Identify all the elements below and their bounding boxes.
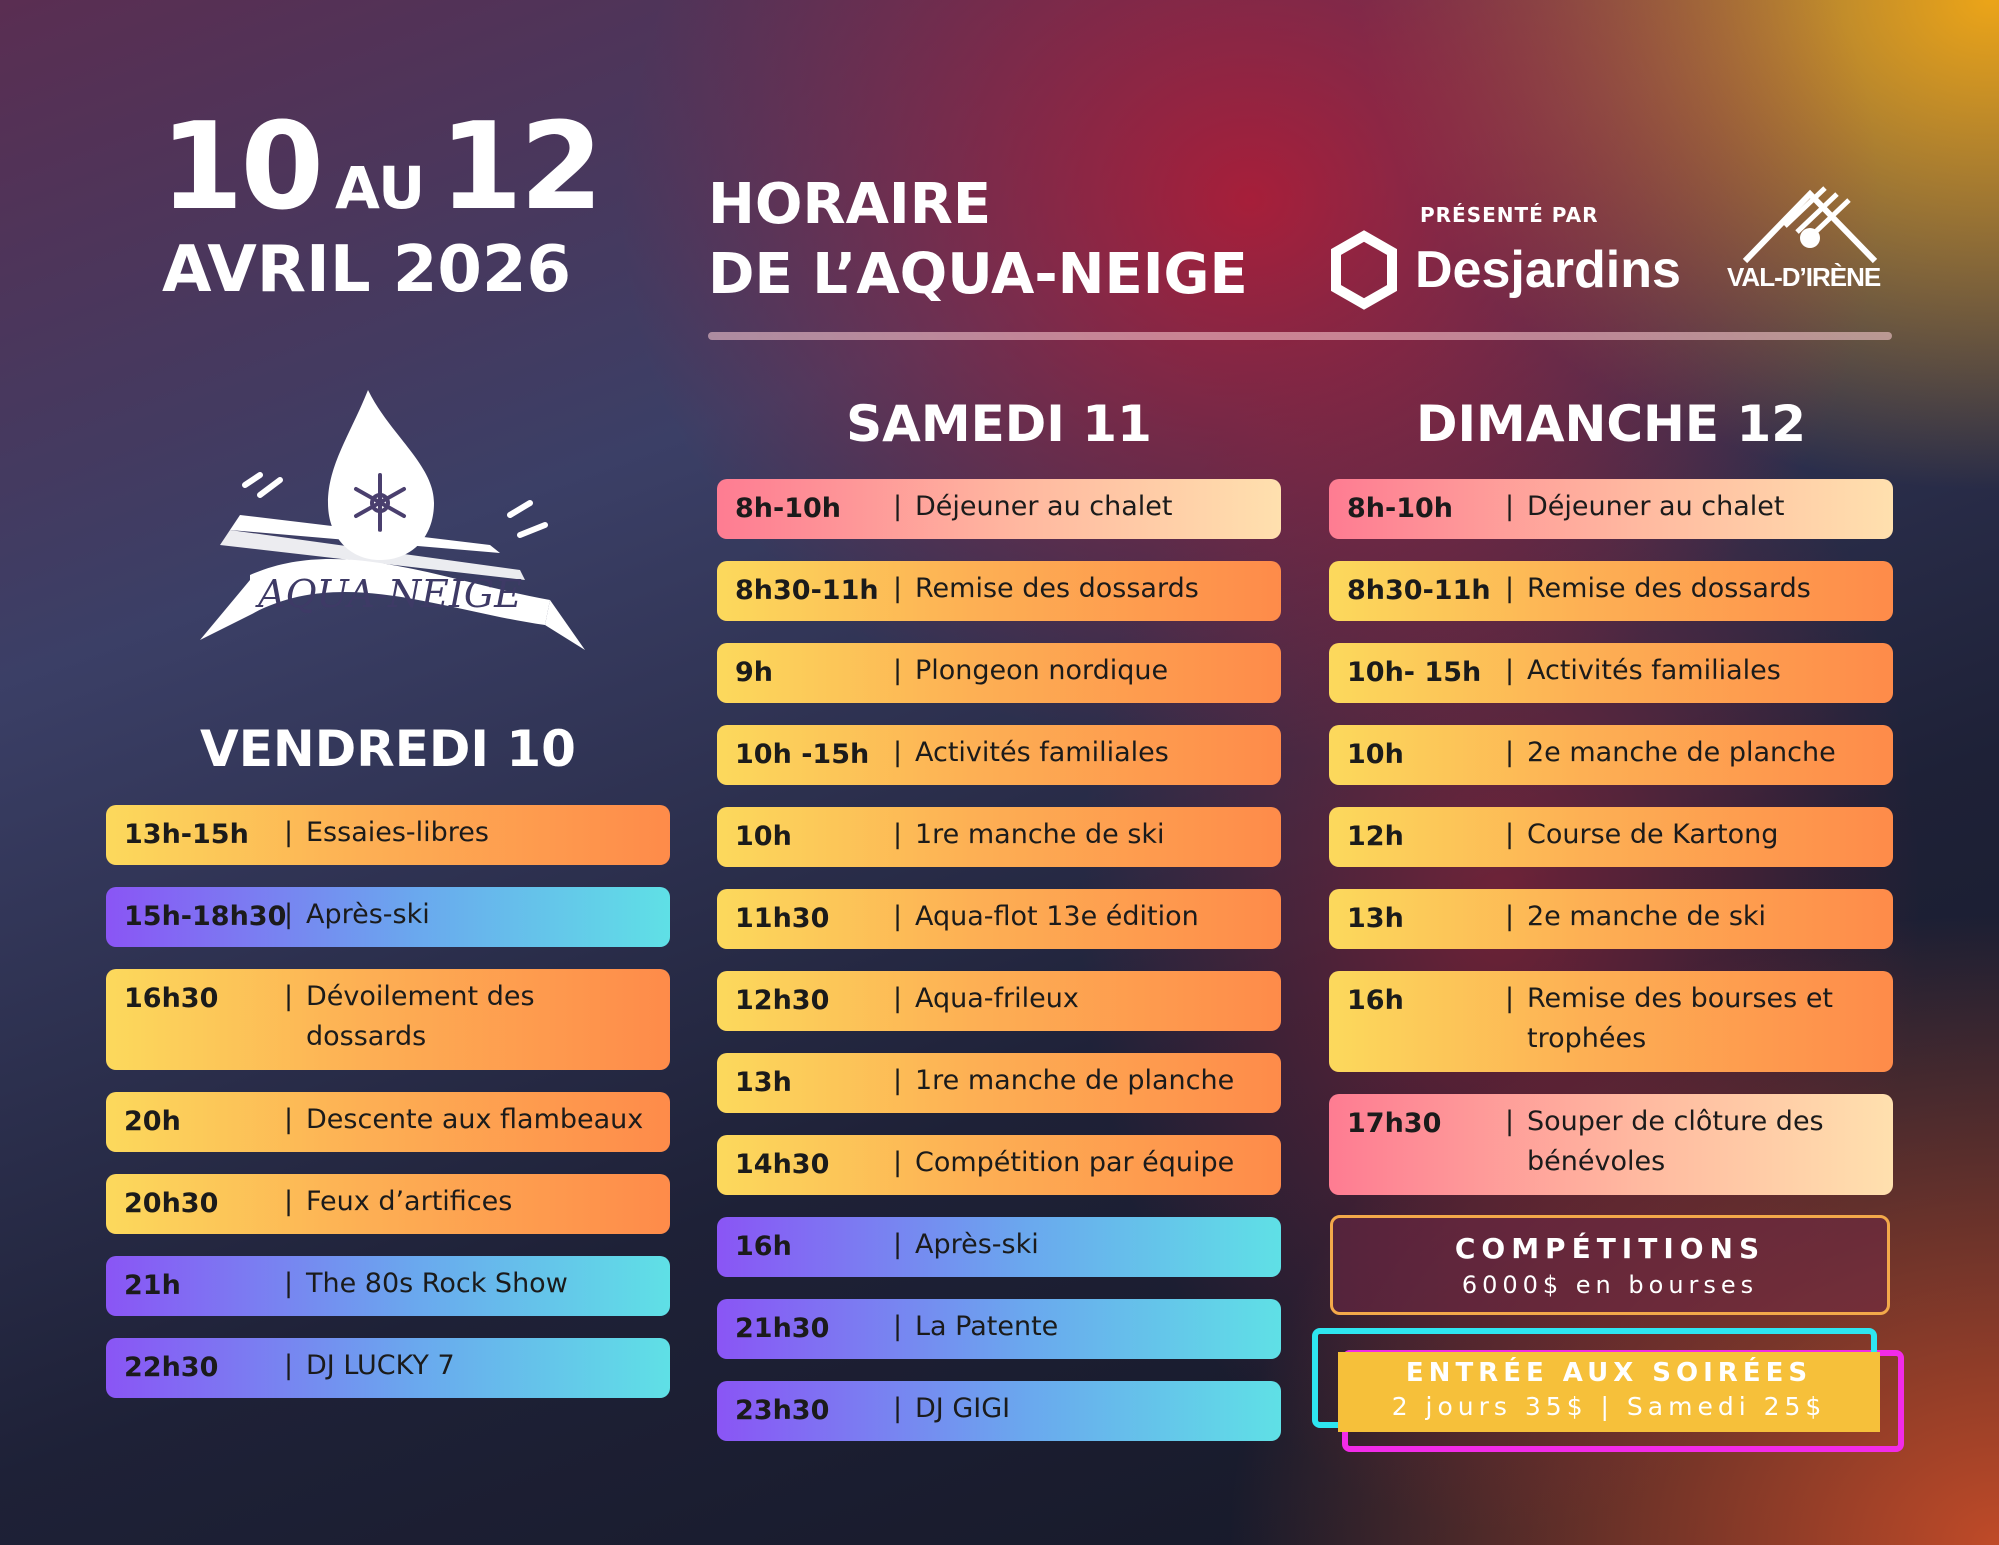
event-time: 8h-10h	[1347, 493, 1454, 524]
event-activity: | Plongeon nordique	[915, 651, 1261, 691]
date-au: AU	[335, 154, 426, 222]
event-time: 12h30	[735, 985, 830, 1016]
schedule-row	[717, 479, 1281, 539]
event-time: 12h	[1347, 821, 1404, 852]
presented-by-label: PRÉSENTÉ PAR	[1420, 203, 1599, 227]
event-activity: | La Patente	[915, 1307, 1261, 1347]
title-line-2: DE L’AQUA-NEIGE	[708, 242, 1248, 307]
event-dates	[160, 98, 601, 237]
title-line-1: HORAIRE	[708, 172, 992, 237]
event-activity: | Course de Kartong	[1527, 815, 1873, 855]
event-time: 17h30	[1347, 1108, 1442, 1139]
event-activity: | 2e manche de ski	[1527, 897, 1873, 937]
event-activity: | Déjeuner au chalet	[1527, 487, 1873, 527]
day-title-dimanche: DIMANCHE 12	[1415, 395, 1807, 453]
schedule-row	[1329, 561, 1893, 621]
schedule-row	[717, 889, 1281, 949]
event-time: 8h-10h	[735, 493, 842, 524]
entry-prices: 2 jours 35$ | Samedi 25$	[1391, 1392, 1827, 1421]
event-time: 15h-18h30	[124, 901, 287, 932]
event-activity: | Activités familiales	[915, 733, 1261, 773]
entry-panel	[1338, 1352, 1880, 1432]
aqua-neige-logo	[190, 385, 585, 650]
schedule-row	[106, 1092, 670, 1152]
event-time: 20h30	[124, 1188, 219, 1219]
event-time: 10h- 15h	[1347, 657, 1482, 688]
event-activity: | The 80s Rock Show	[306, 1264, 650, 1304]
logo-text: AQUA-NEIGE	[258, 572, 522, 616]
event-time: 10h -15h	[735, 739, 870, 770]
event-time: 13h-15h	[124, 819, 249, 850]
schedule-row	[717, 971, 1281, 1031]
day-title-vendredi: VENDREDI 10	[200, 720, 576, 778]
schedule-row	[1329, 807, 1893, 867]
val-direne-logo	[1725, 186, 1895, 296]
schedule-row	[106, 969, 670, 1070]
event-activity: | Après-ski	[915, 1225, 1261, 1265]
event-month: AVRIL 2026	[162, 233, 571, 307]
entry-title: ENTRÉE AUX SOIRÉES	[1405, 1358, 1813, 1388]
schedule-row	[717, 561, 1281, 621]
schedule-row	[717, 1299, 1281, 1359]
sponsor-name: Desjardins	[1415, 241, 1681, 299]
competitions-box	[1330, 1215, 1890, 1315]
schedule-row	[106, 1174, 670, 1234]
page-title	[708, 170, 1248, 310]
event-activity: | Remise des dossards	[915, 569, 1261, 609]
event-time: 23h30	[735, 1395, 830, 1426]
competitions-title: COMPÉTITIONS	[1454, 1232, 1766, 1265]
event-time: 13h	[1347, 903, 1404, 934]
partner-name: VAL-D’IRÈNE	[1727, 262, 1881, 292]
event-activity: | Dévoilement des dossards	[306, 977, 650, 1057]
event-activity: | Feux d’artifices	[306, 1182, 650, 1222]
schedule-row	[1329, 643, 1893, 703]
schedule-row	[717, 807, 1281, 867]
schedule-row	[717, 1217, 1281, 1277]
schedule-row	[1329, 479, 1893, 539]
event-time: 16h30	[124, 983, 219, 1014]
event-activity: | DJ LUCKY 7	[306, 1346, 650, 1386]
event-time: 20h	[124, 1106, 181, 1137]
schedule-row	[106, 1256, 670, 1316]
event-activity: | Après-ski	[306, 895, 650, 935]
schedule-row	[717, 1053, 1281, 1113]
event-activity: | Aqua-flot 13e édition	[915, 897, 1261, 937]
event-activity: | Compétition par équipe	[915, 1143, 1261, 1183]
event-activity: | Activités familiales	[1527, 651, 1873, 691]
event-time: 9h	[735, 657, 774, 688]
event-time: 16h	[1347, 985, 1404, 1016]
schedule-row	[1329, 889, 1893, 949]
competitions-subtitle: 6000$ en bourses	[1461, 1271, 1759, 1299]
schedule-row	[106, 1338, 670, 1398]
event-time: 13h	[735, 1067, 792, 1098]
schedule-row	[717, 1381, 1281, 1441]
schedule-row	[717, 1135, 1281, 1195]
event-time: 8h30-11h	[735, 575, 879, 606]
schedule-row	[717, 643, 1281, 703]
event-activity: | Souper de clôture des bénévoles	[1527, 1102, 1873, 1182]
event-time: 11h30	[735, 903, 830, 934]
mountain-icon	[1725, 186, 1895, 266]
event-time: 10h	[735, 821, 792, 852]
event-activity: | Déjeuner au chalet	[915, 487, 1261, 527]
date-to: 12	[439, 98, 601, 237]
event-activity: | Aqua-frileux	[915, 979, 1261, 1019]
event-activity: | 1re manche de ski	[915, 815, 1261, 855]
event-activity: | 1re manche de planche	[915, 1061, 1261, 1101]
entry-box	[1312, 1328, 1904, 1452]
event-activity: | Remise des bourses et trophées	[1527, 979, 1873, 1059]
event-time: 22h30	[124, 1352, 219, 1383]
event-activity: | Descente aux flambeaux	[306, 1100, 650, 1140]
schedule-row	[1329, 725, 1893, 785]
event-time: 21h	[124, 1270, 181, 1301]
event-time: 8h30-11h	[1347, 575, 1491, 606]
schedule-row	[1329, 971, 1893, 1072]
event-time: 16h	[735, 1231, 792, 1262]
header-divider	[708, 332, 1892, 340]
day-title-samedi: SAMEDI 11	[846, 395, 1152, 453]
event-activity: | DJ GIGI	[915, 1389, 1261, 1429]
desjardins-hexagon-icon	[1328, 230, 1400, 310]
date-from: 10	[160, 98, 321, 237]
schedule-row	[106, 805, 670, 865]
schedule-row	[106, 887, 670, 947]
event-time: 10h	[1347, 739, 1404, 770]
event-activity: | Remise des dossards	[1527, 569, 1873, 609]
event-activity: | Essaies-libres	[306, 813, 650, 853]
schedule-row	[1329, 1094, 1893, 1195]
event-time: 21h30	[735, 1313, 830, 1344]
schedule-row	[717, 725, 1281, 785]
event-time: 14h30	[735, 1149, 830, 1180]
event-activity: | 2e manche de planche	[1527, 733, 1873, 773]
